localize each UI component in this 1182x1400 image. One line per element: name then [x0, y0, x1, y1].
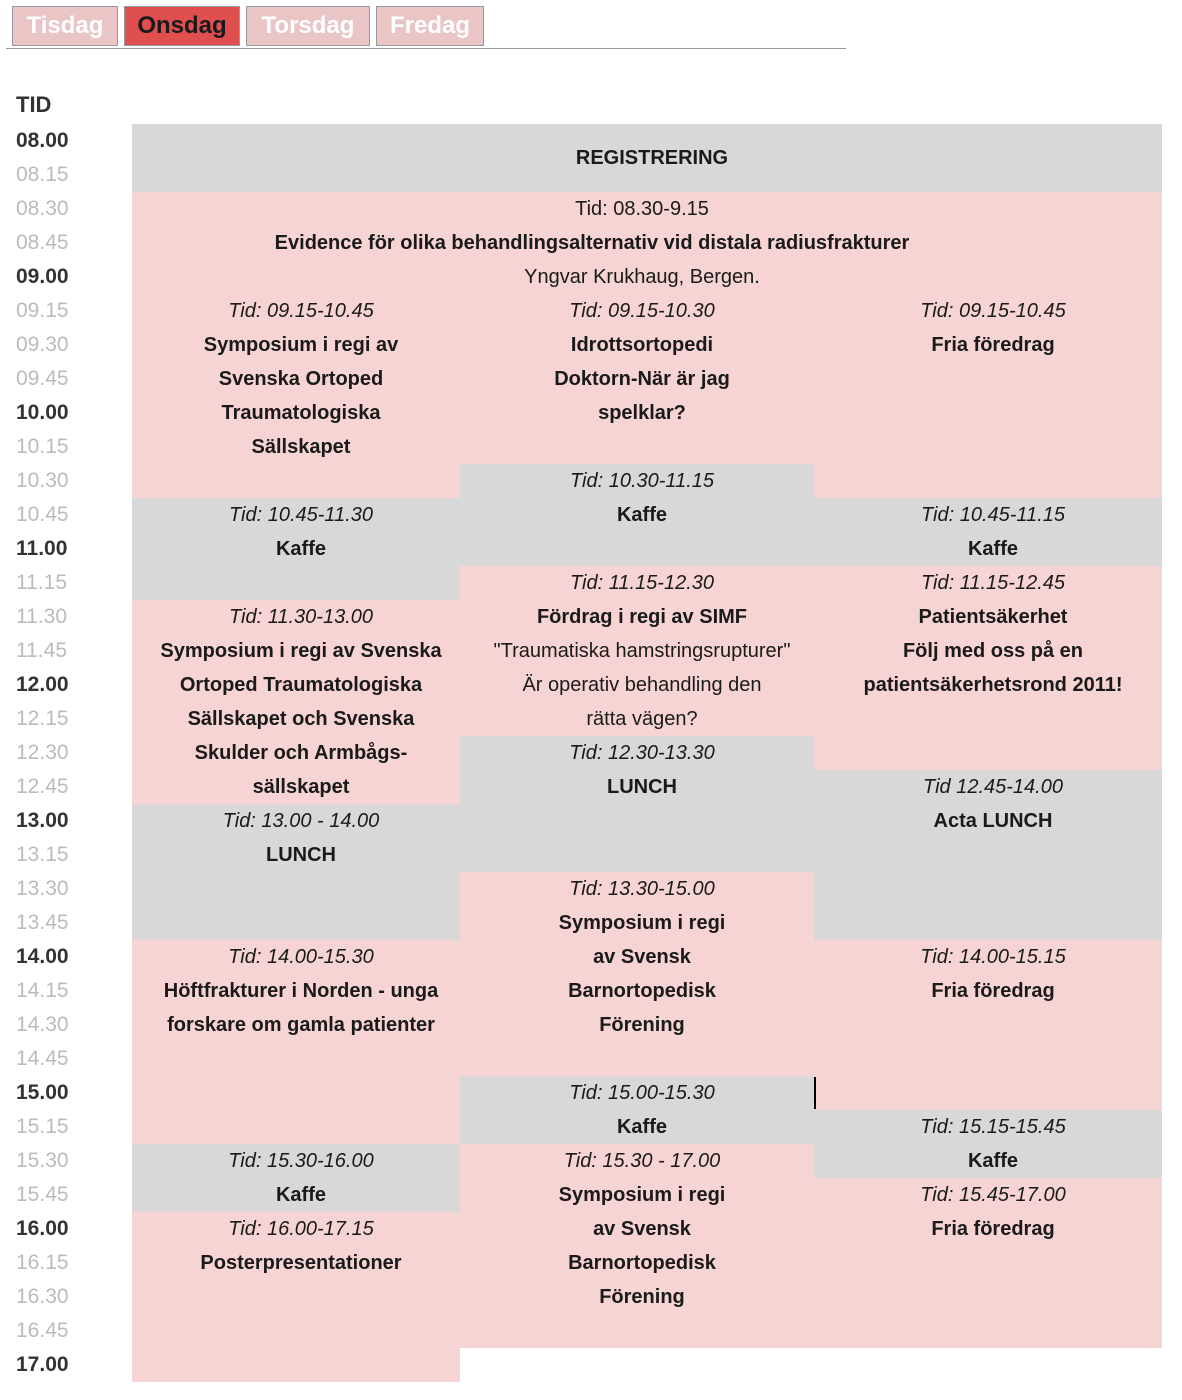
time-label: 10.30 — [16, 469, 69, 492]
session-title-line: LUNCH — [266, 844, 336, 866]
day-tabs — [0, 0, 1182, 50]
session-title-line: patientsäkerhetsrond 2011! — [863, 674, 1123, 696]
time-label: 16.15 — [16, 1251, 69, 1274]
session-title-line: Förening — [599, 1014, 685, 1036]
time-label: 16.45 — [16, 1319, 69, 1342]
time-label: 15.30 — [16, 1149, 69, 1172]
session-title-line: Symposium i regi — [558, 1184, 726, 1206]
col2-session-2[interactable] — [460, 464, 824, 532]
session-title-line: Följ med oss på en — [902, 640, 1084, 662]
session-time: Tid: 15.45-17.00 — [920, 1184, 1066, 1206]
session-title-line: spelklar? — [598, 402, 686, 424]
time-label: 13.00 — [16, 809, 69, 832]
time-label: 16.00 — [16, 1217, 69, 1240]
session-title-line: Kaffe — [616, 504, 667, 526]
col3-session-2[interactable] — [814, 498, 1172, 566]
session-time: Tid: 10.45-11.30 — [229, 504, 373, 526]
time-label: 11.45 — [16, 639, 67, 662]
time-label: 11.30 — [16, 605, 67, 628]
session-time: Tid: 14.00-15.30 — [228, 946, 374, 968]
session-title-line: Fria föredrag — [931, 980, 1055, 1002]
session-title-line: Kaffe — [616, 1116, 667, 1138]
col1-session-1[interactable] — [132, 294, 470, 464]
session-time: Tid: 13.30-15.00 — [569, 878, 715, 900]
time-column-header: TID — [16, 92, 52, 117]
session-time: Tid: 14.00-15.15 — [920, 946, 1066, 968]
col2-session-5[interactable] — [460, 872, 824, 1042]
session-title-line: Höftfrakturer i Norden - unga — [163, 980, 439, 1002]
session-title-line: av Svensk — [593, 1218, 691, 1240]
session-title-line: sällskapet — [252, 776, 350, 798]
col2-session-1[interactable] — [460, 294, 824, 430]
session-title-line: Fördrag i regi av SIMF — [536, 606, 748, 628]
session-time: Tid: 09.15-10.45 — [228, 300, 374, 322]
time-label: 14.00 — [16, 945, 69, 968]
session-time: Tid: 15.30 - 17.00 — [563, 1150, 721, 1172]
session-title-line: Fria föredrag — [931, 1218, 1055, 1240]
session-title-line: Skulder och Armbågs- — [194, 742, 408, 764]
col3-session-6[interactable] — [814, 1110, 1172, 1178]
session-time: Tid: 11.30-13.00 — [229, 606, 373, 628]
session-subtitle-line: rätta vägen? — [586, 708, 698, 730]
col1-session-4[interactable] — [132, 804, 470, 872]
session-title-line: forskare om gamla patienter — [167, 1014, 435, 1036]
time-label: 16.30 — [16, 1285, 69, 1308]
time-label: 10.00 — [16, 401, 69, 424]
session-time: Tid: 09.15-10.30 — [569, 300, 715, 322]
session-time: Tid: 12.30-13.30 — [569, 742, 715, 764]
session-title-line: Kaffe — [275, 1184, 326, 1206]
session-title-line: Doktorn-När är jag — [554, 368, 730, 390]
session-title-line: Kaffe — [275, 538, 326, 560]
text-cursor — [814, 1077, 816, 1109]
time-label: 14.45 — [16, 1047, 69, 1070]
session-time: Tid: 11.15-12.30 — [570, 572, 714, 594]
session-time: Tid: 10.30-11.15 — [570, 470, 714, 492]
session-time: Tid: 15.30-16.00 — [228, 1150, 374, 1172]
session-title-line: Barnortopedisk — [568, 980, 716, 1002]
session-time: Tid 12.45-14.00 — [923, 776, 1063, 798]
session-title-line: av Svensk — [593, 946, 691, 968]
col1-session-3[interactable] — [132, 600, 470, 804]
time-label: 15.45 — [16, 1183, 69, 1206]
session-title-line: Svenska Ortoped — [218, 368, 384, 390]
time-label: 14.15 — [16, 979, 69, 1002]
time-label: 11.00 — [16, 537, 68, 560]
col1-session-5[interactable] — [132, 940, 470, 1042]
session-title-line: Sällskapet och Svenska — [187, 708, 415, 730]
session-title-line: Kaffe — [967, 1150, 1018, 1172]
tabs-divider — [6, 48, 846, 49]
session-title-line: LUNCH — [607, 776, 677, 798]
session-title-line: Idrottsortopedi — [570, 334, 714, 356]
session-title-line: Barnortopedisk — [568, 1252, 716, 1274]
session-time: Tid: 10.45-11.15 — [921, 504, 1065, 526]
time-label: 13.15 — [16, 843, 69, 866]
session-title-line: Symposium i regi av Svenska — [160, 640, 442, 662]
time-label: 15.15 — [16, 1115, 69, 1138]
time-label: 12.00 — [16, 673, 69, 696]
session-title-line: Traumatologiska — [221, 402, 381, 424]
plenary-session[interactable] — [132, 192, 1152, 294]
session-time: Tid: 11.15-12.45 — [921, 572, 1065, 594]
session-title-line: Posterpresentationer — [200, 1252, 402, 1274]
session-subtitle-line: Är operativ behandling den — [522, 674, 762, 696]
session-title-line: Acta LUNCH — [933, 810, 1053, 832]
col1-session-6[interactable] — [132, 1144, 470, 1212]
session-time: Tid: 15.15-15.45 — [920, 1116, 1066, 1138]
tab-fredag[interactable]: Fredag — [376, 6, 484, 46]
time-label: 09.00 — [16, 265, 69, 288]
time-label: 08.45 — [16, 231, 69, 254]
time-label: 12.15 — [16, 707, 69, 730]
plenary-time: Tid: 08.30-9.15 — [575, 198, 709, 220]
session-title-line: Kaffe — [967, 538, 1018, 560]
tab-torsdag[interactable]: Torsdag — [246, 6, 370, 46]
time-label: 13.45 — [16, 911, 69, 934]
col3-session-1[interactable] — [814, 294, 1172, 362]
time-label: 09.45 — [16, 367, 69, 390]
plenary-title: Evidence för olika behandlingsalternativ vid distala radiusfrakturer — [274, 232, 910, 254]
col3-session-5[interactable] — [814, 940, 1172, 1008]
session-title-line: Symposium i regi av — [203, 334, 399, 356]
time-label: 12.30 — [16, 741, 69, 764]
session-time: Tid: 16.00-17.15 — [228, 1218, 374, 1240]
time-label: 13.30 — [16, 877, 69, 900]
col3-session-7[interactable] — [814, 1178, 1172, 1246]
time-label: 09.15 — [16, 299, 69, 322]
col2-session-4[interactable] — [460, 736, 824, 804]
col2-session-6[interactable] — [460, 1076, 824, 1144]
time-label: 10.45 — [16, 503, 69, 526]
time-label: 08.15 — [16, 163, 69, 186]
time-label: 09.30 — [16, 333, 69, 356]
plenary-speaker: Yngvar Krukhaug, Bergen. — [524, 266, 760, 288]
time-label: 17.00 — [16, 1353, 69, 1376]
col3-session-3[interactable] — [814, 566, 1172, 702]
session-time: Tid: 09.15-10.45 — [920, 300, 1066, 322]
session-title-line: Förening — [599, 1286, 685, 1308]
time-label: 11.15 — [16, 571, 67, 594]
session-time: Tid: 13.00 - 14.00 — [222, 810, 380, 832]
time-label: 15.00 — [16, 1081, 69, 1104]
tab-onsdag[interactable]: Onsdag — [124, 6, 240, 46]
col3-session-4[interactable] — [814, 770, 1172, 838]
tab-tisdag[interactable]: Tisdag — [12, 6, 118, 46]
session-title-line: Ortoped Traumatologiska — [179, 674, 423, 696]
session-title-line: Symposium i regi — [558, 912, 726, 934]
time-label: 14.30 — [16, 1013, 69, 1036]
col2-session-3[interactable] — [460, 566, 824, 736]
time-label: 12.45 — [16, 775, 69, 798]
registration-title: REGISTRERING — [575, 147, 729, 169]
session-title-line: Fria föredrag — [931, 334, 1055, 356]
session-subtitle-line: "Traumatiska hamstringsrupturer" — [493, 640, 791, 662]
time-label: 08.30 — [16, 197, 69, 220]
col1-session-7[interactable] — [132, 1212, 470, 1280]
time-label: 08.00 — [16, 129, 69, 152]
time-label: 10.15 — [16, 435, 69, 458]
session-time: Tid: 15.00-15.30 — [569, 1082, 715, 1104]
session-title-line: Sällskapet — [251, 436, 351, 458]
session-title-line: Patientsäkerhet — [918, 606, 1068, 628]
col1-session-2[interactable] — [132, 498, 470, 566]
col2-session-7[interactable] — [460, 1144, 824, 1314]
